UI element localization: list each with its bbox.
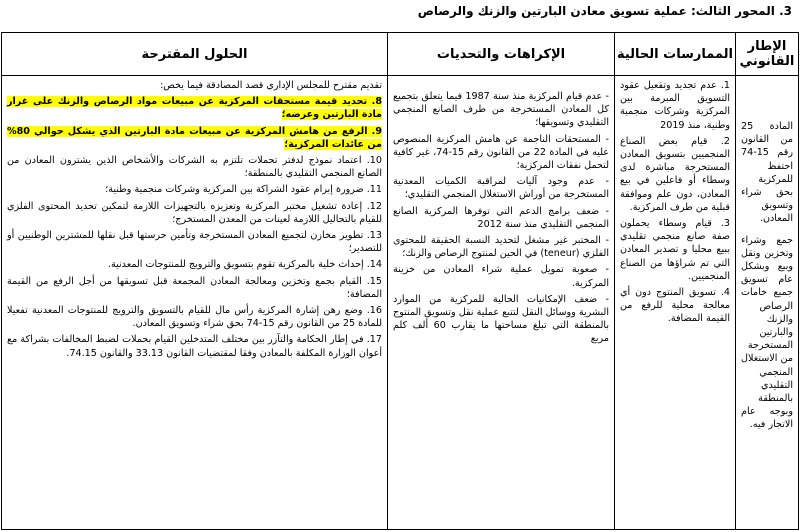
practice-item: 3. قيام وسطاء يحملون صفة صانع منجمي تقليدي ببيع محليا و تصدير المعادن التي تم شراؤها من الصناع المنجميين. <box>620 218 730 282</box>
content-row <box>2 76 799 530</box>
practices-cell <box>615 76 736 530</box>
practice-item: 2. قيام بعض الصناع المنجميين بتسويق المعادن المستخرجة مباشرة لدى وسطاء أو فاعلين في بيع المعادن، دون علم وموافقة قبلية من طرف المركزية. <box>620 135 730 213</box>
challenge-item: - المستحقات الناجمة عن هامش المركزية المنصوص عليه في المادة 22 من القانون رقم 15-74، غير كافية لتحمل نفقات المركزية؛ <box>393 133 610 172</box>
highlighted-solution: 8. تحديد قيمة مستحقات المركزية عن مبيعات مواد الرصاص والزنك على غرار مادة البارتين وعرضه؛ <box>7 96 382 121</box>
solution-item <box>7 125 382 151</box>
solutions-cell <box>2 76 388 530</box>
marketing-table <box>1 32 799 530</box>
highlighted-solution: 9. الرفع من هامش المركزية عن مبيعات مادة البارتين الذي يشكل حوالي 80% من عائدات المركزية؛ <box>7 125 382 150</box>
header-practices: الممارسات الحالية <box>615 33 736 76</box>
solution-item: 12. إعادة تشغيل مختبر المركزية وتعزيزه بالتجهيزات اللازمة لتمكين تحديد المحتوى الفلزي للقيام بالتحاليل اللازمة لعينات من المعدن المستخرج؛ <box>7 200 382 225</box>
solutions-intro: تقديم مقترح للمجلس الإداري قصد المصادقة فيما يخص: <box>160 80 382 91</box>
solution-item: 16. وضع رهن إشارة المركزية رأس مال للقيام بالتسويق والترويج للمنتوجات المعدنية تفعيلا للمادة 25 من القانون رقم 15-74 بحق شراء وتسويق المعادن. <box>7 305 382 330</box>
practice-item: 4. تسويق المنتوج دون أي معالجة محلية للرفع من القيمة المضافة. <box>620 287 730 325</box>
legal-item: جمع وشراء وتخزين ونقل وبيع وبشكل عام تسويق جميع خامات الرصاص والزنك والبارتين المستخرجة من الاستغلال المنجمي التقليدي بالمنطقة وبوجه عام الاتجار فيه. <box>741 234 793 431</box>
header-solutions: الحلول المقترحة <box>2 33 388 76</box>
solution-item <box>7 95 382 121</box>
challenge-item: - ضعف برامج الدعم التي توفرها المركزية الصانع المنجمي التقليدي منذ سنة 2012 <box>393 205 609 230</box>
solution-item: 14. إحداث خلية بالمركزية تقوم بتسويق والترويج للمنتوجات المعدنية. <box>107 259 382 271</box>
solution-item: 15. القيام بجمع وتخزين ومعالجة المعادن المجمعة قبل تسويقها من أجل الرفع من القيمة المضافة؛ <box>7 275 382 300</box>
header-row <box>2 33 799 76</box>
challenges-cell <box>388 76 615 530</box>
challenge-item: - عدم وجود آليات لمراقبة الكميات المعدنية المستخرجة من أوراش الاستغلال المنجمي التقليدي؛ <box>393 176 609 201</box>
solution-item: 13. تطوير مخازن لتجميع المعادن المستخرجة وتأمين حرستها قبل نقلها للمشترين الوطنيين أو للتصدير؛ <box>7 230 382 255</box>
section-title: 3. المحور الثالث: عملية تسويق معادن البارتين والزنك والرصاص <box>417 4 792 18</box>
solution-item: 11. ضرورة إبرام عقود الشراكة بين المركزية وشركات منجمية وطنية؛ <box>105 184 382 196</box>
solution-item: 17. في إطار الحكامة والتآزر بين مختلف المتدخلين القيام بحملات لضبط المخالفات بشراكة مع أعوان الوزارة المكلفة بالمعادن وفقا لمقتضيات القانون 33.13 والقانون 74.15. <box>7 334 382 359</box>
header-challenges: الإكراهات والتحديات <box>388 33 615 76</box>
solution-item: 10. اعتماد نموذج لدفتر تحملات تلتزم به الشركات والأشخاص الذين يشترون المعادن من الصانع المنجمي التقليدي بالمنطقة؛ <box>7 155 382 180</box>
practice-item: 1. عدم تجديد وتفعيل عقود التسويق المبرمة بين المركزية وشركات منجمية وطنية، منذ 2019 <box>620 80 730 131</box>
header-legal: الإطار القانوني <box>736 33 799 76</box>
challenge-item: - ضعف الإمكانيات الحالية للمركزية من الموارد البشرية ووسائل النقل لتتبع عملية نقل وتسويق المنتوج بالمنطقة التي تبلغ مساحتها ما يقارب 60 ألف كلم مربع <box>393 293 609 345</box>
challenge-item: - المختبر غير مشغل لتحديد النسبة الحقيقة للمحتوى الفلزي (teneur) في الحين لمنتوج الرصاص والزنك؛ <box>393 235 609 260</box>
legal-cell <box>736 76 799 530</box>
challenge-item: - عدم قيام المركزية منذ سنة 1987 فيما يتعلق بتجميع كل المعادن المستخرجة من طرف الصانع المنجمي التقليدي وتسويقها؛ <box>393 91 609 129</box>
challenge-item: - صعوبة تمويل عملية شراء المعادن من خزينة المركزية. <box>393 264 609 289</box>
legal-item: المادة 25 من القانون رقم 15-74 احتفظ للمركزية بحق شراء وتسويق المعادن. <box>741 121 793 225</box>
